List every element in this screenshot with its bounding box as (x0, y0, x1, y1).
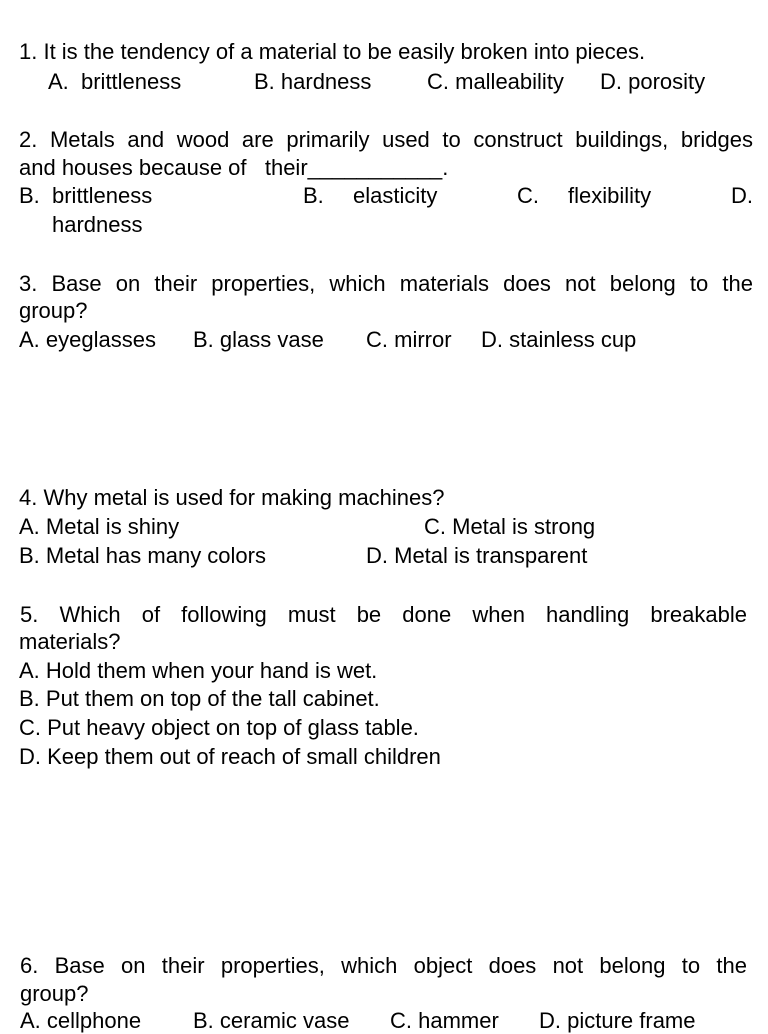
question-3-option-b: B. glass vase (193, 327, 324, 352)
question-3-option-c: C. mirror (366, 327, 452, 352)
question-6-option-a: A. cellphone (20, 1008, 142, 1033)
question-2-option-4-text: hardness (52, 212, 143, 237)
question-4-option-b: B. Metal has many colors (19, 543, 266, 568)
question-1-option-c: C. malleability (427, 69, 564, 94)
question-5-stem-line-1: 5. Which of following must be done when handling breakable (20, 602, 747, 627)
question-5-option-b: B. Put them on top of the tall cabinet. (19, 686, 380, 711)
question-1-option-d: D. porosity (600, 69, 706, 94)
question-4-option-a: A. Metal is shiny (19, 514, 180, 539)
question-5-option-c: C. Put heavy object on top of glass table. (19, 715, 419, 740)
question-2-option-4-letter: D. (731, 183, 753, 208)
question-2-option-2-text: elasticity (353, 183, 438, 208)
question-1-stem: 1. It is the tendency of a material to be easily broken into pieces. (19, 39, 646, 64)
question-6-option-d: D. picture frame (539, 1008, 696, 1033)
question-5-option-a: A. Hold them when your hand is wet. (19, 658, 378, 683)
question-3-option-d: D. stainless cup (481, 327, 637, 352)
question-5-stem-line-2: materials? (19, 629, 121, 654)
question-3-stem-line-1: 3. Base on their properties, which materials does not belong to the (19, 271, 753, 296)
question-2-option-3-letter: C. (517, 183, 539, 208)
question-4-stem: 4. Why metal is used for making machines? (19, 485, 445, 510)
question-5-option-d: D. Keep them out of reach of small children (19, 744, 441, 769)
question-2-option-2-letter: B. (303, 183, 324, 208)
question-1-option-a-text: brittleness (81, 69, 182, 94)
question-2-option-1-text: brittleness (52, 183, 153, 208)
question-6-option-c: C. hammer (390, 1008, 499, 1033)
question-1-option-b: B. hardness (254, 69, 372, 94)
question-6-option-b: B. ceramic vase (193, 1008, 350, 1033)
question-3-stem-line-2: group? (19, 298, 88, 323)
question-3-option-a: A. eyeglasses (19, 327, 156, 352)
question-6-stem-line-1: 6. Base on their properties, which object does not belong to the (20, 953, 747, 978)
question-1-option-a-letter: A. (48, 69, 69, 94)
question-2-option-3-text: flexibility (568, 183, 652, 208)
question-4-option-c: C. Metal is strong (424, 514, 596, 539)
question-2-stem-line-1: 2. Metals and wood are primarily used to construct buildings, bridges (19, 127, 753, 152)
question-4-option-d: D. Metal is transparent (366, 543, 588, 568)
question-6-stem-line-2: group? (20, 981, 89, 1006)
question-2-stem-line-2: and houses because of their___________. (19, 155, 449, 180)
question-2-option-1-letter: B. (19, 183, 40, 208)
